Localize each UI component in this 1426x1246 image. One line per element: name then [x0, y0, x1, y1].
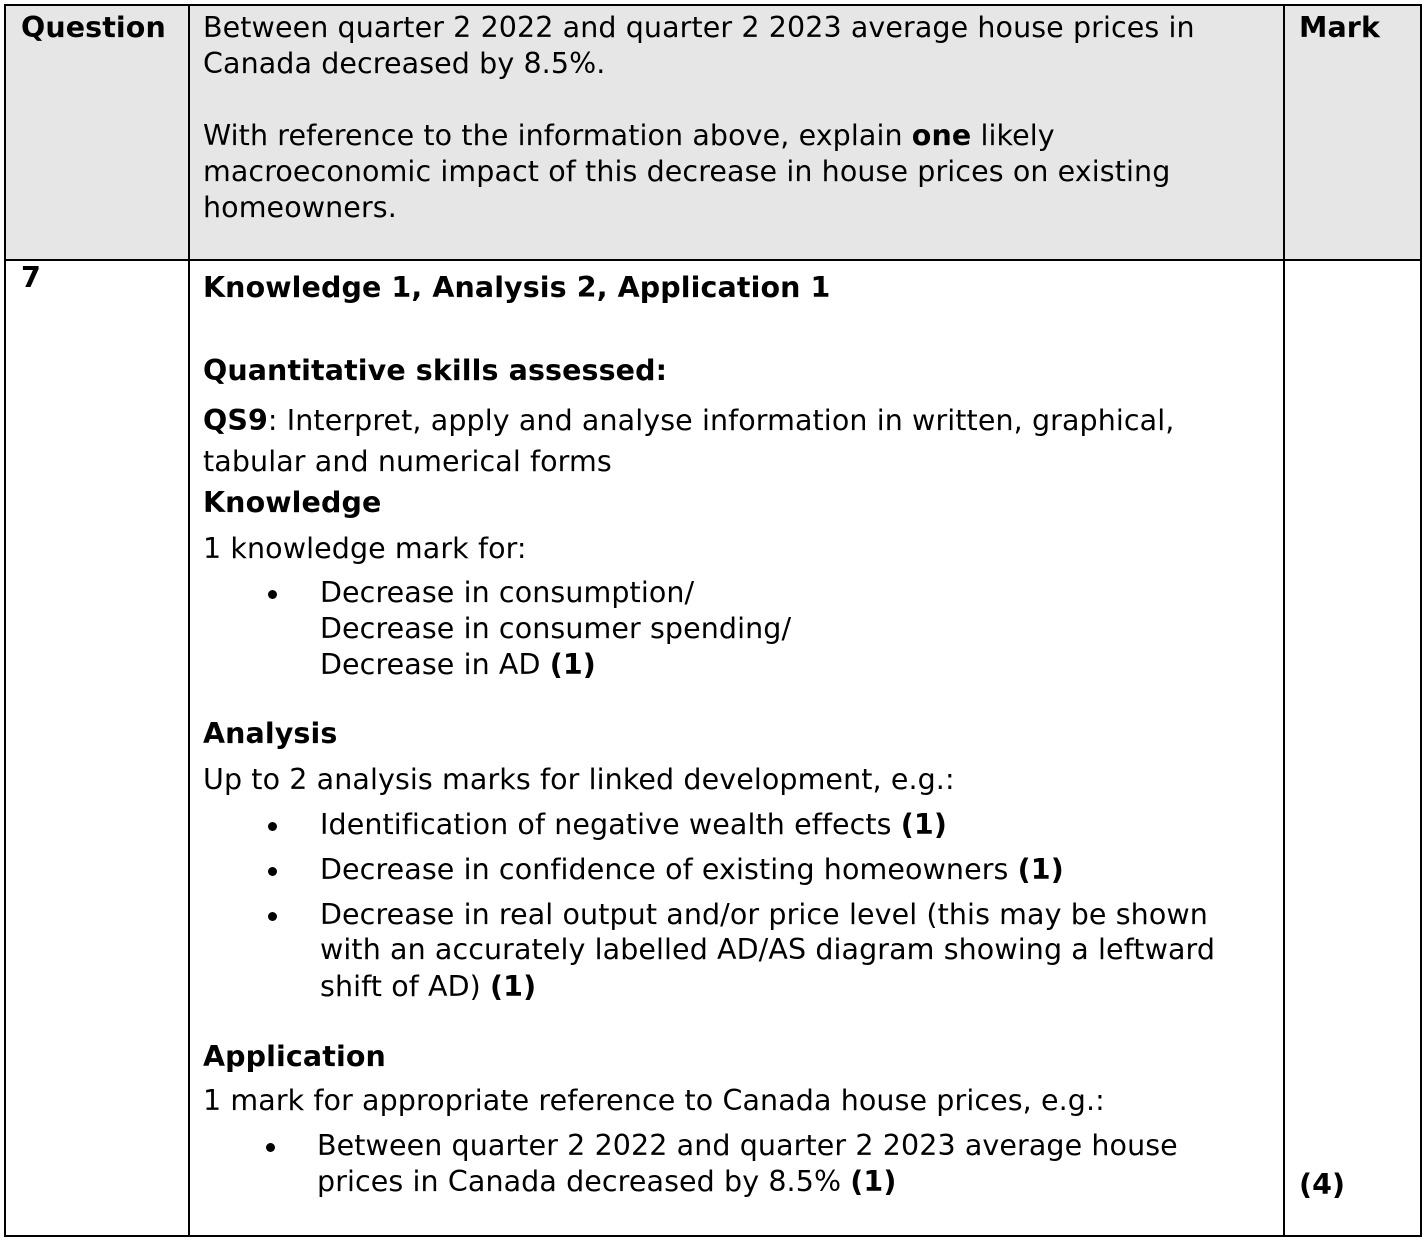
qs-heading: Quantitative skills assessed:: [203, 354, 668, 387]
analysis-bullet-3-text: shift of AD): [320, 970, 491, 1003]
analysis-bullet-3-mark: (1): [490, 970, 537, 1003]
analysis-bullet-2-mark: (1): [1017, 853, 1064, 886]
column-divider-2: [1283, 6, 1285, 1235]
total-mark: (4): [1299, 1168, 1346, 1201]
analysis-bullet-1-mark: (1): [900, 808, 947, 841]
mark-breakdown: Knowledge 1, Analysis 2, Application 1: [203, 271, 831, 304]
application-intro: 1 mark for appropriate reference to Canada house prices, e.g.:: [203, 1084, 1105, 1117]
application-bullet-mark: (1): [850, 1165, 897, 1198]
analysis-bullet-1-text: Identification of negative wealth effects: [320, 808, 901, 841]
question-prompt-line-1: [203, 118, 1055, 154]
analysis-heading: Analysis: [203, 717, 338, 750]
analysis-bullet-2: [320, 852, 1064, 888]
question-stem-line-2: Canada decreased by 8.5%.: [203, 47, 606, 80]
mark-column-header: Mark: [1299, 11, 1381, 44]
knowledge-bullet-mark: (1): [549, 648, 596, 681]
analysis-bullet-3-line-1: Decrease in real output and/or price level (this may be shown: [320, 898, 1208, 931]
analysis-bullet-3-line-2: with an accurately labelled AD/AS diagram showing a leftward: [320, 933, 1216, 966]
knowledge-heading: Knowledge: [203, 486, 382, 519]
question-stem-line-1: Between quarter 2 2022 and quarter 2 2023 average house prices in: [203, 11, 1195, 44]
qs-code: QS9: [203, 404, 268, 437]
qs-line-2: tabular and numerical forms: [203, 445, 612, 478]
analysis-bullet-3-line-3: [320, 969, 536, 1005]
analysis-bullet-1: [320, 807, 947, 843]
knowledge-bullet-line-1: Decrease in consumption/: [320, 576, 695, 609]
knowledge-bullet-line-3: [320, 647, 596, 683]
bullet-icon: [268, 867, 277, 876]
application-bullet-text: prices in Canada decreased by 8.5%: [317, 1165, 851, 1198]
bullet-icon: [266, 1143, 275, 1152]
knowledge-bullet-line-2: Decrease in consumer spending/: [320, 612, 792, 645]
prompt-text-a: With reference to the information above, explain: [203, 119, 912, 152]
question-number: 7: [21, 261, 41, 294]
column-divider-1: [188, 6, 190, 1235]
prompt-emphasis: one: [911, 119, 972, 152]
application-heading: Application: [203, 1040, 386, 1073]
analysis-bullet-2-text: Decrease in confidence of existing homeowners: [320, 853, 1018, 886]
application-bullet-line-2: [317, 1164, 896, 1200]
knowledge-bullet-text: Decrease in AD: [320, 648, 550, 681]
qs-description: : Interpret, apply and analyse information in written, graphical,: [267, 404, 1175, 437]
prompt-text-b: likely: [971, 119, 1055, 152]
row-divider: [6, 259, 1420, 261]
bullet-icon: [268, 590, 277, 599]
bullet-icon: [268, 822, 277, 831]
question-prompt-line-3: homeowners.: [203, 191, 397, 224]
application-bullet-line-1: Between quarter 2 2022 and quarter 2 2023 average house: [317, 1129, 1178, 1162]
analysis-intro: Up to 2 analysis marks for linked development, e.g.:: [203, 763, 955, 796]
question-column-header: Question: [21, 11, 166, 44]
question-prompt-line-2: macroeconomic impact of this decrease in house prices on existing: [203, 155, 1171, 188]
bullet-icon: [268, 912, 277, 921]
qs-line-1: [203, 403, 1174, 439]
knowledge-intro: 1 knowledge mark for:: [203, 532, 527, 565]
